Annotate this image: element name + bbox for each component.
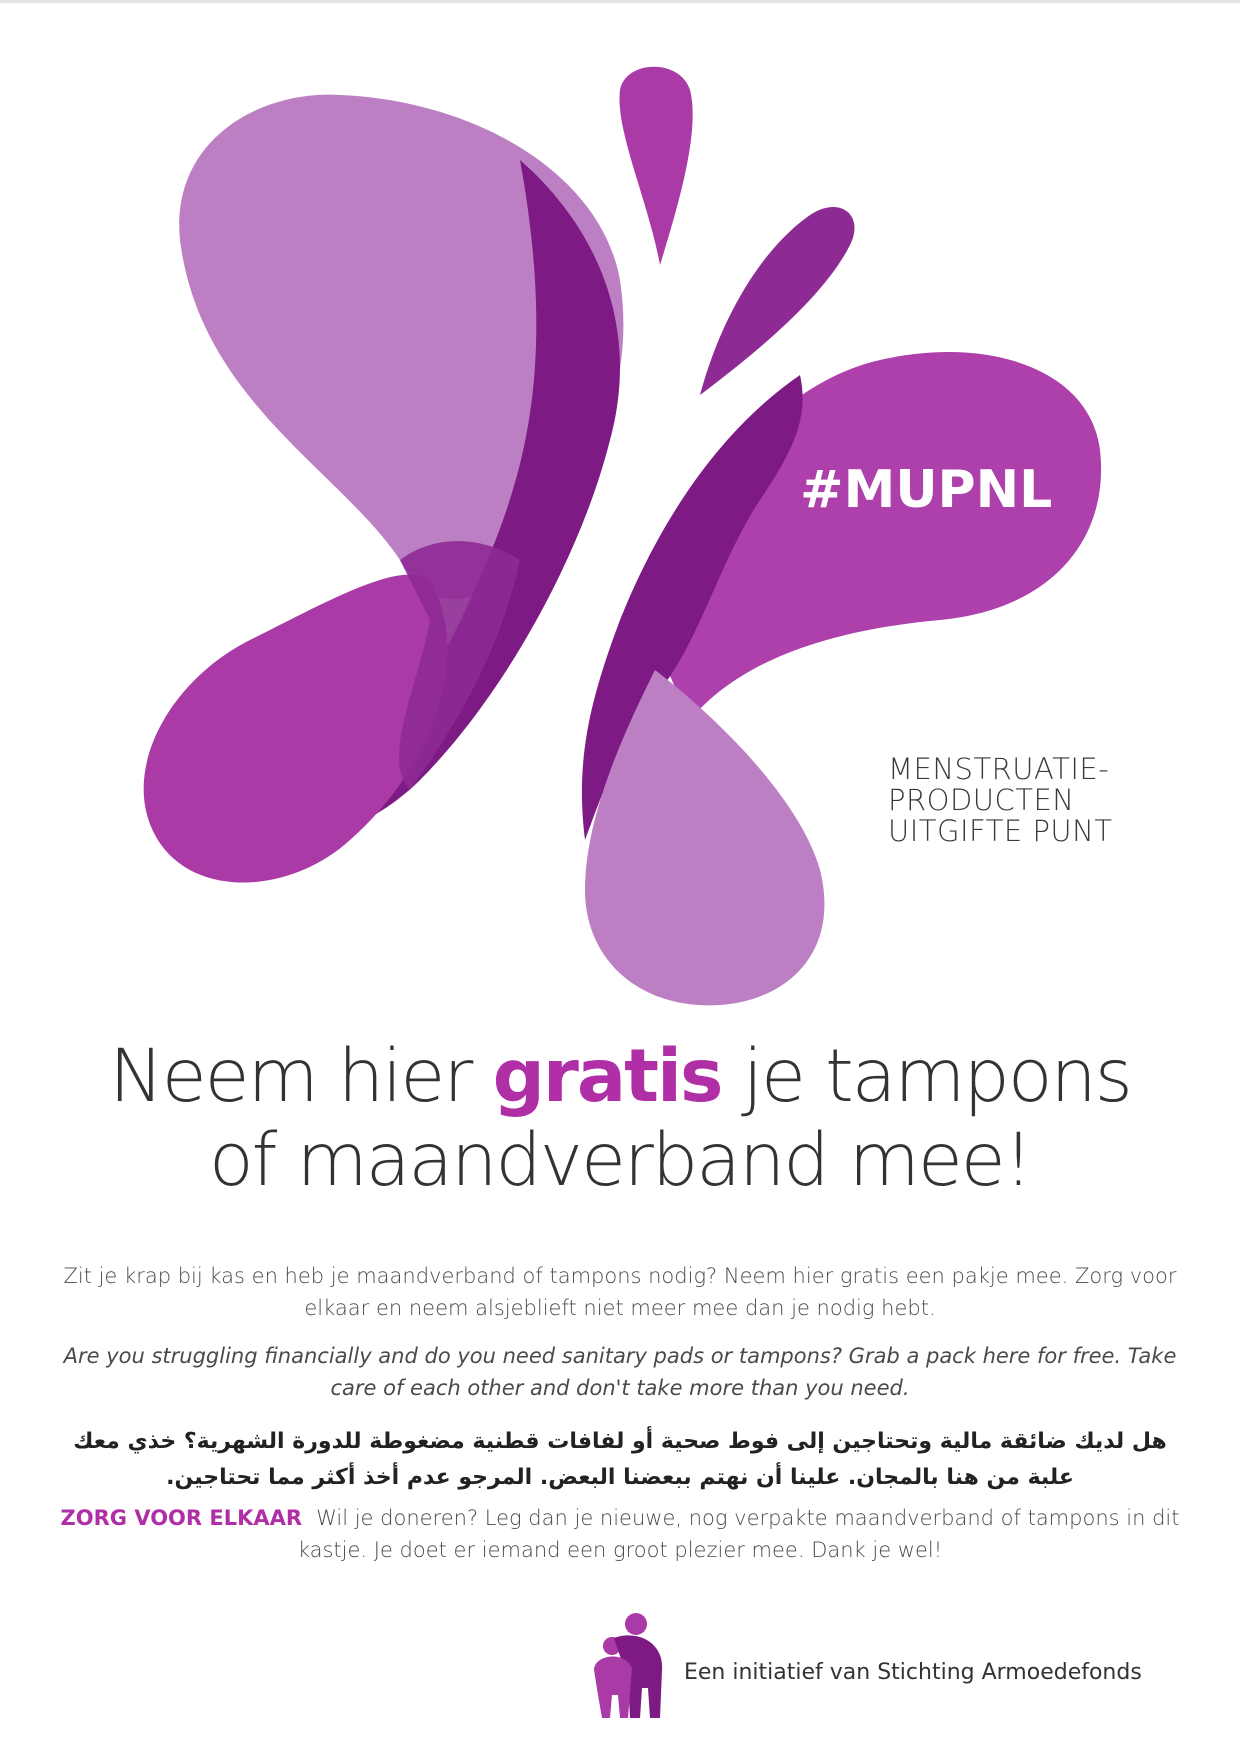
- headline-accent: gratis: [492, 1034, 722, 1119]
- diagonal-drop: [700, 207, 854, 395]
- left-lower-drop: [144, 575, 448, 883]
- headline-part-2: je tampons: [721, 1034, 1131, 1119]
- subtitle-line-3: UITGIFTE PUNT: [888, 814, 1113, 848]
- donate-label: ZORG VOOR ELKAAR: [60, 1506, 303, 1530]
- donate-paragraph: [60, 1502, 1180, 1566]
- armoedefonds-logo-icon: [584, 1610, 674, 1720]
- paragraph-english: Are you struggling financially and do you need sanitary pads or tampons? Grab a pack here for free. Take care of each other and don't take more than you need.: [63, 1344, 1177, 1400]
- donate-text: Wil je doneren? Leg dan je nieuwe, nog verpakte maandverband of tampons in dit kastje. Je doet er iemand een groot plezier mee. Dank je wel!: [297, 1506, 1180, 1562]
- headline: [40, 1035, 1200, 1203]
- subtitle-line-2: PRODUCTEN: [888, 783, 1075, 817]
- headline-part-1: Neem hier: [109, 1034, 493, 1119]
- hashtag-label: #MUPNL: [800, 460, 1053, 520]
- subtitle-line-1: MENSTRUATIE-: [888, 752, 1110, 786]
- footer: [584, 1610, 1144, 1720]
- footer-text: Een initiatief van Stichting Armoedefonds: [684, 1660, 1142, 1685]
- paragraph-dutch: Zit je krap bij kas en heb je maandverband of tampons nodig? Neem hier gratis een pakje mee. Zorg voor elkaar en neem alsjeblieft niet meer mee dan je nodig hebt.: [63, 1264, 1177, 1320]
- headline-line-1: [40, 1035, 1200, 1119]
- subtitle: [888, 754, 1113, 847]
- top-tiny-drop: [619, 67, 692, 265]
- headline-line-2: of maandverband mee!: [209, 1118, 1031, 1203]
- paragraph-arabic: هل لديك ضائقة مالية وتحتاجين إلى فوط صحية أو لفافات قطنية مضغوطة للدورة الشهرية؟ خذي معك علبة من هنا بالمجان. علينا أن نهتم ببعضنا البعض. المرجو عدم أخذ أكثر مما تحتاجين.: [73, 1429, 1167, 1490]
